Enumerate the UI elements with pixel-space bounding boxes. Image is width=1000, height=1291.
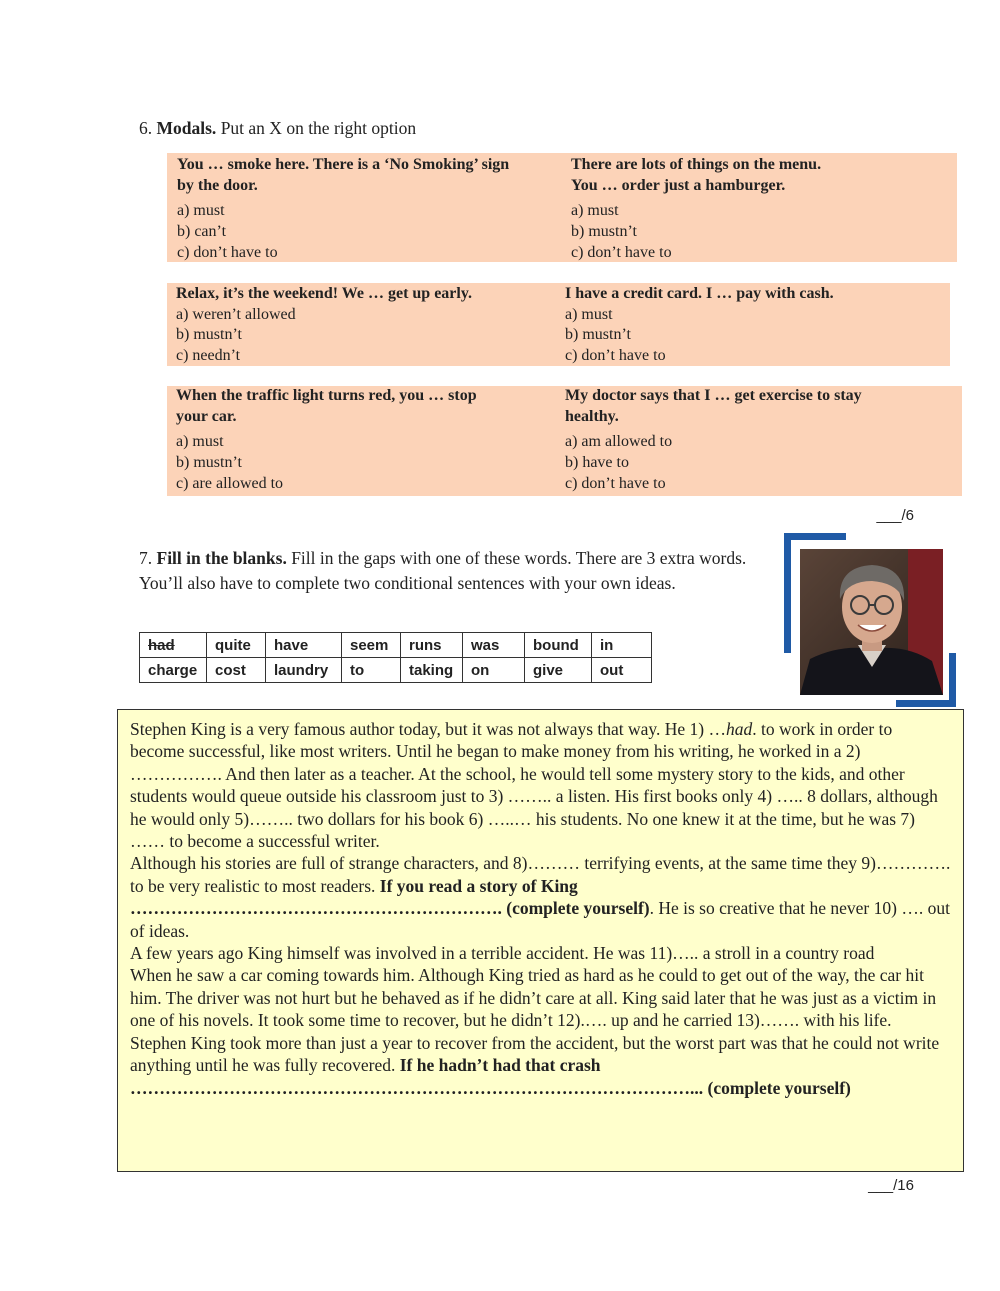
word-bank-row-1: [140, 633, 652, 658]
story-text-box: [117, 709, 964, 1172]
section7-score: ___/16: [868, 1177, 914, 1194]
option-c[interactable]: c) don’t have to: [565, 474, 666, 492]
option-c[interactable]: c) don’t have to: [571, 243, 672, 261]
conditional-prompt-1[interactable]: If you read a story of King ………………………………………………………. (complete yourself): [130, 875, 650, 919]
section6-number: 6.: [139, 118, 153, 138]
section6-instruction: Put an X on the right option: [220, 118, 417, 138]
option-b[interactable]: b) mustn’t: [176, 454, 242, 472]
option-c[interactable]: c) don’t have to: [565, 347, 666, 365]
answer-example: had: [726, 719, 753, 739]
modal-question-3: Relax, it’s the weekend! We … get up early. a) weren’t allowed b) mustn’t c) needn’t: [176, 284, 472, 367]
modal-question-5: When the traffic light turns red, you … stop your car. a) must b) mustn’t c) are allowed to: [176, 386, 477, 495]
section7-heading: [139, 546, 769, 596]
word-cell: charge: [140, 658, 207, 683]
option-a[interactable]: a) must: [177, 202, 225, 220]
section6-title: Modals.: [156, 118, 217, 138]
story-paragraph-1: Stephen King is a very famous author today, but it was not always that way. He 1) …had. to work in order to become successful, like most writers. Until he began to make money from his writing, he worked in a 2) ……………. And then later as a teacher. At the school, he would tell some mystery story to the kids, and other students would queue outside his classroom just to 3) …….. a listen. His first books only 4) ….. 8 dollars, although he would only 5)…….. two dollars for his book 6) …..… his students. No one knew it at the time, but he was 7) …… to become a successful writer.: [130, 719, 938, 852]
modal-box-3: [167, 386, 962, 496]
word-cell: seem: [342, 633, 401, 658]
option-a[interactable]: a) must: [571, 202, 619, 220]
option-b[interactable]: b) can’t: [177, 223, 227, 241]
word-cell: quite: [207, 633, 266, 658]
section7-instruction: Fill in the gaps with one of these words. There are 3 extra words. You’ll also have to complete two conditional sentences with your own ideas.: [139, 548, 747, 594]
word-cell: to: [342, 658, 401, 683]
author-photo-frame: [784, 533, 956, 707]
section7-number: 7.: [139, 548, 153, 568]
option-b[interactable]: b) mustn’t: [565, 326, 631, 344]
option-b[interactable]: b) mustn’t: [571, 223, 637, 241]
option-a[interactable]: a) must: [176, 433, 224, 451]
option-c[interactable]: c) are allowed to: [176, 474, 284, 492]
word-cell: on: [463, 658, 525, 683]
word-cell: was: [463, 633, 525, 658]
word-cell: taking: [401, 658, 463, 683]
word-cell: cost: [207, 658, 266, 683]
word-cell: laundry: [266, 658, 342, 683]
modal-box-1: [167, 153, 957, 262]
option-b[interactable]: b) have to: [565, 454, 629, 472]
portrait-illustration: [800, 549, 943, 695]
word-cell: runs: [401, 633, 463, 658]
modal-question-4: I have a credit card. I … pay with cash. a) must b) mustn’t c) don’t have to: [565, 284, 834, 367]
section7-title: Fill in the blanks.: [156, 548, 287, 568]
word-cell: out: [592, 658, 652, 683]
modal-question-2: There are lots of things on the menu. You … order just a hamburger. a) must b) mustn’t c) don’t have to: [571, 155, 821, 264]
section6-score: ___/6: [876, 507, 914, 524]
option-c[interactable]: c) needn’t: [176, 347, 241, 365]
modal-box-2: [167, 283, 950, 366]
author-photo: [800, 549, 943, 695]
story-paragraph-4: When he saw a car coming towards him. Although King tried as hard as he could to get out of the way, the car hit him. The driver was not hurt but he behaved as if he didn’t care at all. King said later that he was just as a victim in one of his novels. It took some time to recover, but he didn’t 12).…. up and he carried 13)……. with his life.: [130, 965, 937, 1031]
word-cell: give: [525, 658, 592, 683]
word-bank-table: [139, 632, 652, 683]
word-cell: have: [266, 633, 342, 658]
section6-heading: [139, 116, 416, 141]
option-a[interactable]: a) am allowed to: [565, 433, 673, 451]
word-cell: had: [140, 633, 207, 658]
word-bank-row-2: [140, 658, 652, 683]
modal-question-6: My doctor says that I … get exercise to stay healthy. a) am allowed to b) have to c) don’t have to: [565, 386, 862, 495]
story-paragraph-3: A few years ago King himself was involved in a terrible accident. He was 11)….. a stroll in a country road: [130, 943, 875, 964]
word-cell: bound: [525, 633, 592, 658]
modal-question-1: You … smoke here. There is a ‘No Smoking’ sign by the door. a) must b) can’t c) don’t have to: [177, 155, 509, 264]
option-a[interactable]: a) weren’t allowed: [176, 305, 296, 323]
option-a[interactable]: a) must: [565, 305, 613, 323]
option-c[interactable]: c) don’t have to: [177, 243, 278, 261]
word-cell: in: [592, 633, 652, 658]
conditional-prompt-2[interactable]: If he hadn’t had that crash ……………………………………………………………………………………... (complete yourself): [130, 1055, 851, 1098]
option-b[interactable]: b) mustn’t: [176, 326, 242, 344]
story-paragraph-2: Although his stories are full of strange characters, and 8)……… terrifying events, at the same time they 9)…………. to be very realistic to most readers. If you read a story of King ………………………………………………………. (complete yourself). He is so creative that he never 10) …. out of ideas.: [130, 853, 951, 941]
story-paragraph-5: Stephen King took more than just a year to recover from the accident, but the worst part was that he could not write anything until he was fully recovered. If he hadn’t had that crash ……………………………………………………………………………………... (complete yourself): [130, 1032, 940, 1098]
